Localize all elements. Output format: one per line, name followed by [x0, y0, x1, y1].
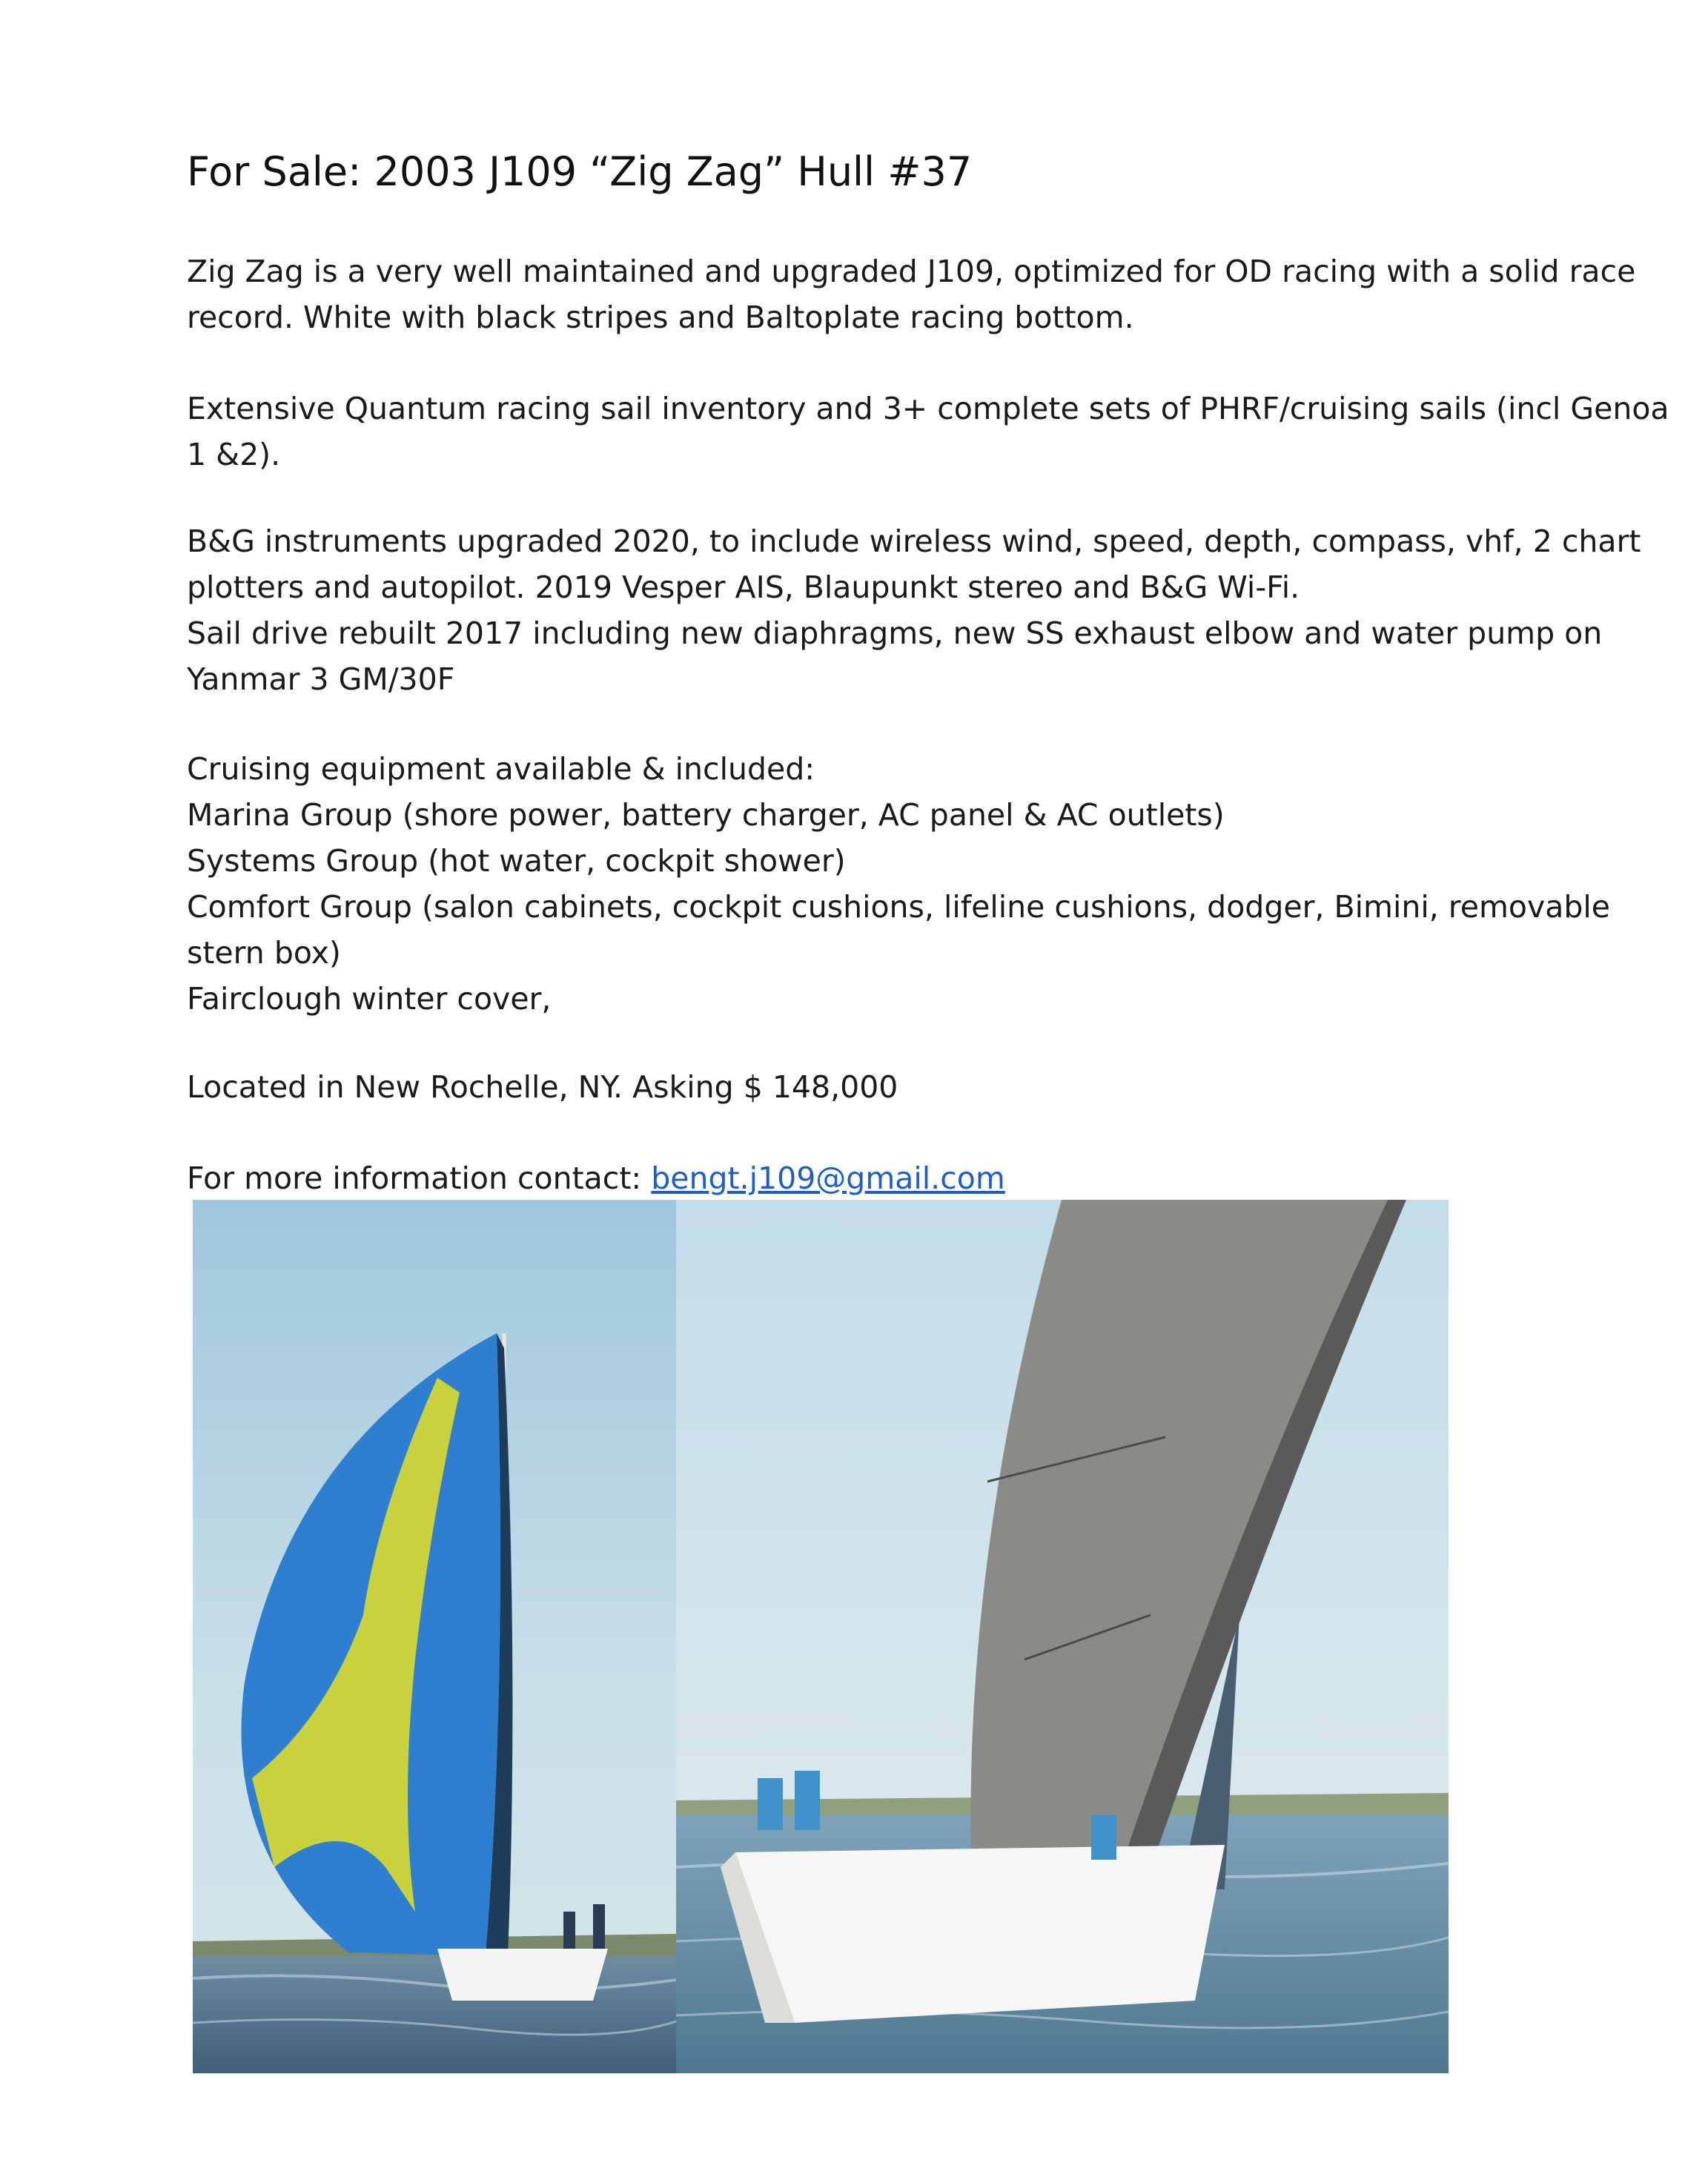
- paragraph-contact: [187, 1155, 1005, 1201]
- contact-label: For more information contact:: [187, 1160, 652, 1196]
- sailboat-upwind-photo-icon: [676, 1200, 1449, 2073]
- photo-upwind-boat: [676, 1200, 1449, 2073]
- text-line: Located in New Rochelle, NY. Asking $ 148,000: [187, 1069, 898, 1105]
- text-line: Extensive Quantum racing sail inventory and 3+ complete sets of PHRF/cruising sails (incl Genoa: [187, 391, 1669, 426]
- sailboat-spinnaker-photo-icon: [193, 1200, 676, 2073]
- text-line: Sail drive rebuilt 2017 including new diaphragms, new SS exhaust elbow and water pump on: [187, 615, 1603, 651]
- text-line: record. White with black stripes and Baltoplate racing bottom.: [187, 300, 1134, 335]
- text-line: Comfort Group (salon cabinets, cockpit cushions, lifeline cushions, dodger, Bimini, removable: [187, 889, 1611, 925]
- text-line: Marina Group (shore power, battery charger, AC panel & AC outlets): [187, 797, 1225, 833]
- contact-email-link[interactable]: bengt.j109@gmail.com: [651, 1160, 1005, 1196]
- photo-row: [193, 1200, 1449, 2073]
- paragraph-intro: [187, 248, 1635, 340]
- text-line: Yanmar 3 GM/30F: [187, 661, 455, 697]
- paragraph-location-price: [187, 1064, 898, 1110]
- text-line: Fairclough winter cover,: [187, 981, 552, 1017]
- text-line: Cruising equipment available & included:: [187, 751, 815, 787]
- text-line: B&G instruments upgraded 2020, to include wireless wind, speed, depth, compass, vhf, 2 chart: [187, 524, 1641, 559]
- text-line: plotters and autopilot. 2019 Vesper AIS, Blaupunkt stereo and B&G Wi-Fi.: [187, 569, 1300, 605]
- paragraph-sails: [187, 386, 1669, 478]
- text-line: Systems Group (hot water, cockpit shower): [187, 843, 846, 879]
- paragraph-cruising-equipment: [187, 746, 1610, 1022]
- paragraph-instruments: [187, 518, 1641, 702]
- photo-spinnaker-boat: [193, 1200, 676, 2073]
- contact-line: [187, 1155, 1005, 1201]
- text-line: stern box): [187, 935, 341, 971]
- page-title: For Sale: 2003 J109 “Zig Zag” Hull #37: [187, 148, 973, 195]
- text-line: Zig Zag is a very well maintained and upgraded J109, optimized for OD racing with a solid race: [187, 254, 1636, 289]
- text-line: 1 &2).: [187, 437, 281, 472]
